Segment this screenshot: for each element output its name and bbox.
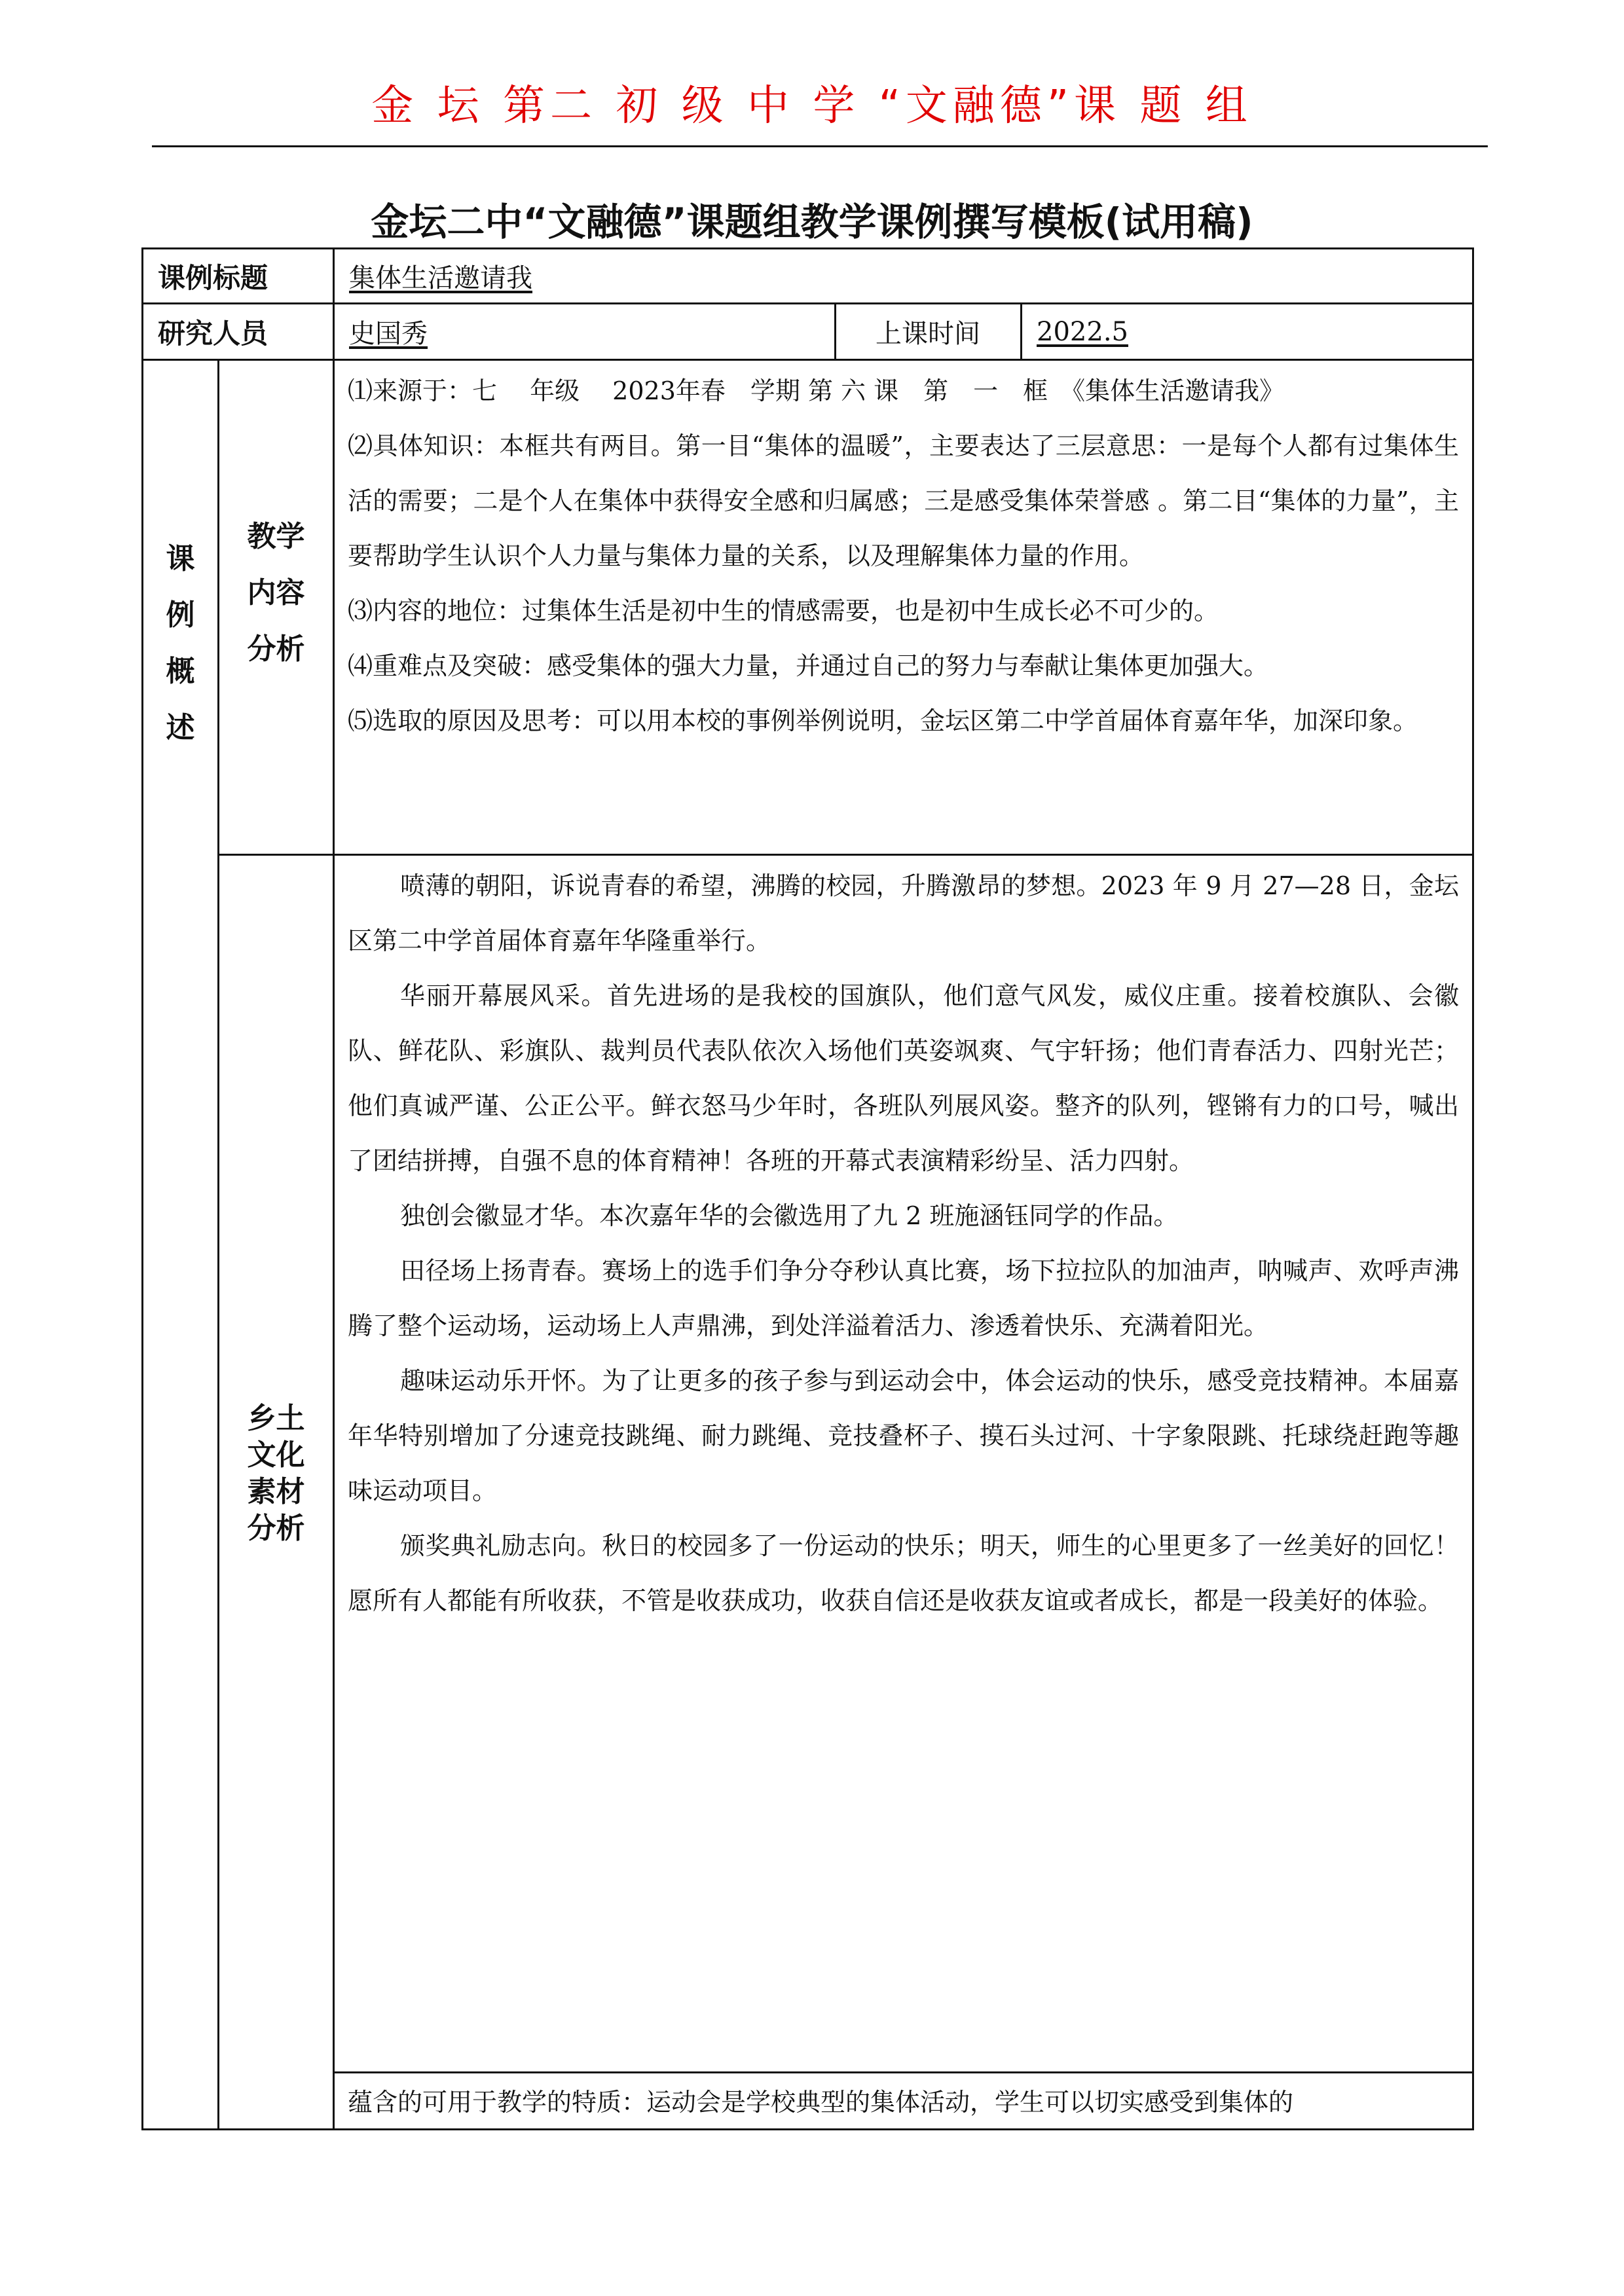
lesson-template-table (141, 247, 1474, 2130)
teaching-item-source: ⑴来源于：七 年级 2023年春 学期 第 六 课 第 一 框 《集体生活邀请我》 (348, 376, 1285, 405)
lesson-title-cell (334, 249, 1473, 304)
culture-paragraph: 喷薄的朝阳，诉说青春的希望，沸腾的校园，升腾激昂的梦想。2023 年 9 月 27—28 日，金坛区第二中学首届体育嘉年华隆重举行。 (348, 871, 1460, 955)
header-divider (152, 145, 1488, 147)
teaching-label-line: 分析 (247, 632, 305, 666)
local-culture-label (219, 855, 334, 2130)
teaching-label-line: 内容 (247, 576, 305, 610)
local-culture-label-line: 文化 (247, 1438, 305, 1472)
local-culture-label-line: 乡土 (247, 1402, 305, 1435)
class-time-cell (1022, 304, 1473, 360)
researcher-row (143, 304, 1473, 360)
teaching-item-reason: ⑸选取的原因及思考：可以用本校的事例举例说明，金坛区第二中学首届体育嘉年华，加深印象。 (348, 706, 1418, 735)
school-group-title: 金 坛 第二 初 级 中 学 “文融德”课 题 组 (371, 82, 1253, 130)
school-group-header (151, 72, 1473, 132)
culture-paragraph: 华丽开幕展风采。首先进场的是我校的国旗队，他们意气风发，威仪庄重。接着校旗队、会徽队、鲜花队、彩旗队、裁判员代表队依次入场他们英姿飒爽、气宇轩扬；他们青春活力、四射光芒；他们真诚严谨、公正公平。鲜衣怒马少年时，各班队列展风姿。整齐的队列，铿锵有力的口号，喊出了团结拼搏，自强不息的体育精神！各班的开幕式表演精彩纷呈、活力四射。 (348, 981, 1460, 1175)
local-culture-row (143, 855, 1473, 2073)
teaching-label-line: 教学 (247, 520, 305, 553)
culture-paragraph: 趣味运动乐开怀。为了让更多的孩子参与到运动会中，体会运动的快乐，感受竞技精神。本届嘉年华特别增加了分速竞技跳绳、耐力跳绳、竞技叠杯子、摸石头过河、十字象限跳、托球绕赶跑等趣味运动项目。 (348, 1366, 1460, 1505)
researcher-label: 研究人员 (143, 304, 334, 360)
teaching-analysis-label (219, 360, 334, 855)
overview-char: 概 (166, 655, 195, 688)
teaching-analysis-row (143, 360, 1473, 855)
teaching-item-knowledge: ⑵具体知识：本框共有两目。第一目“集体的温暖”，主要表达了三层意思：一是每个人都有过集体生活的需要；二是个人在集体中获得安全感和归属感；三是感受集体荣誉感 。第二目“集体的力量”，主要帮助学生认识个人力量与集体力量的关系，以及理解集体力量的作用。 (348, 431, 1460, 570)
culture-paragraph: 颁奖典礼励志向。秋日的校园多了一份运动的快乐；明天，师生的心里更多了一丝美好的回忆！愿所有人都能有所收获，不管是收获成功，收获自信还是收获友谊或者成长，都是一段美好的体验。 (348, 1531, 1460, 1615)
overview-char: 课 (166, 542, 195, 575)
class-time-value: 2022.5 (1037, 316, 1128, 347)
lesson-title-value: 集体生活邀请我 (349, 263, 533, 293)
teaching-analysis-content (334, 360, 1473, 855)
researcher-cell (334, 304, 836, 360)
culture-paragraph: 田径场上扬青春。赛场上的选手们争分夺秒认真比赛，场下拉拉队的加油声，呐喊声、欢呼声沸腾了整个运动场，运动场上人声鼎沸，到处洋溢着活力、渗透着快乐、充满着阳光。 (348, 1256, 1460, 1340)
researcher-value: 史国秀 (349, 319, 428, 349)
class-time-label: 上课时间 (836, 304, 1022, 360)
lesson-title-label: 课例标题 (143, 249, 334, 304)
overview-char: 例 (166, 598, 195, 632)
lesson-title-row (143, 249, 1473, 304)
document-title: 金坛二中“文融德”课题组教学课例撰写模板(试用稿) (371, 200, 1253, 244)
local-culture-label-line: 素材 (247, 1475, 305, 1508)
teaching-item-position: ⑶内容的地位：过集体生活是初中生的情感需要，也是初中生成长必不可少的。 (348, 596, 1219, 625)
teaching-traits-content: 蕴含的可用于教学的特质：运动会是学校典型的集体活动，学生可以切实感受到集体的 (334, 2073, 1473, 2130)
culture-paragraph: 独创会徽显才华。本次嘉年华的会徽选用了九 2 班施涵钰同学的作品。 (400, 1201, 1179, 1230)
local-culture-label-line: 分析 (247, 1512, 305, 1545)
local-culture-content (334, 855, 1473, 2073)
teaching-item-key-points: ⑷重难点及突破：感受集体的强大力量，并通过自己的努力与奉献让集体更加强大。 (348, 651, 1269, 680)
teaching-traits-row (143, 2073, 1473, 2130)
overview-label (143, 360, 219, 2130)
overview-char: 述 (166, 711, 195, 744)
